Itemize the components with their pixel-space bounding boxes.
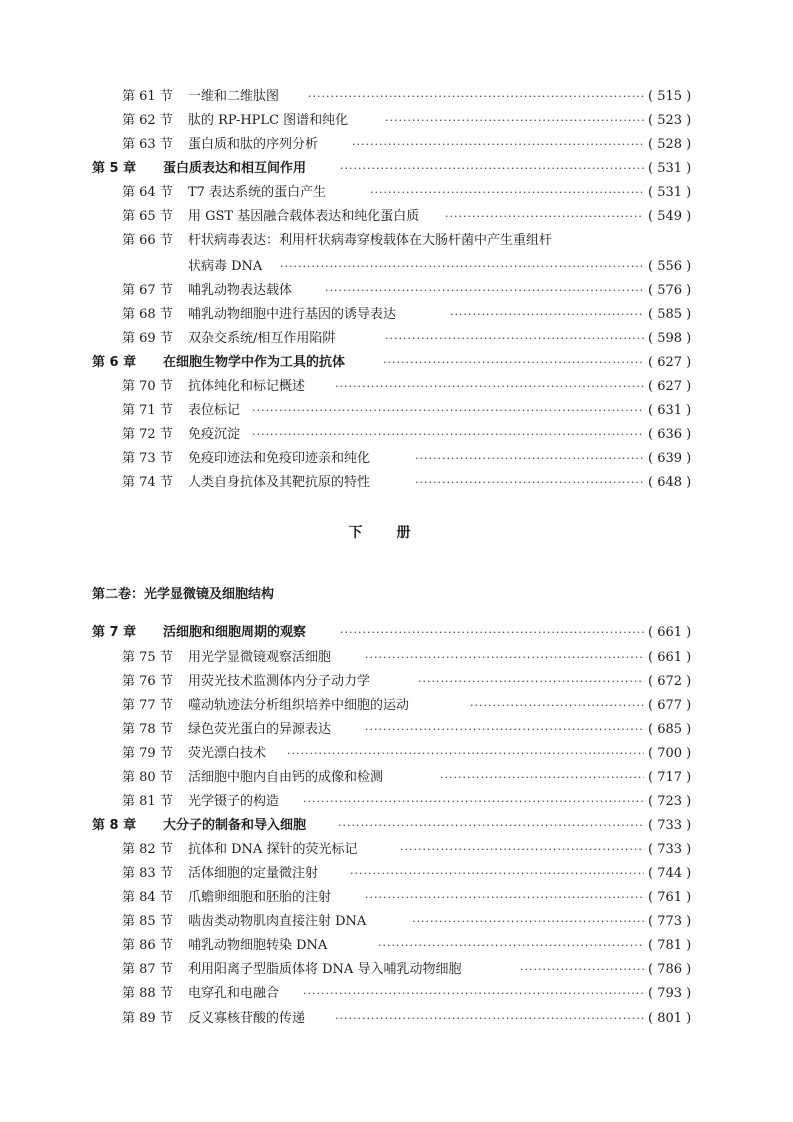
page-number: ( 717 ): [648, 770, 692, 785]
dot-leader: [383, 353, 644, 373]
dot-leader: [370, 183, 644, 203]
dot-leader: [418, 672, 644, 692]
toc-section-entry[interactable]: [0, 473, 793, 493]
toc-section-entry[interactable]: [0, 281, 793, 301]
entry-number: 第 77 节: [122, 698, 173, 713]
toc-section-entry[interactable]: [0, 257, 793, 277]
entry-title: 蛋白质表达和相互间作用: [163, 161, 307, 176]
dot-leader: [350, 864, 644, 884]
toc-section-entry[interactable]: [0, 672, 793, 692]
entry-number: 第 89 节: [122, 1011, 173, 1026]
dot-leader: [287, 744, 644, 764]
page-number: ( 685 ): [648, 722, 692, 737]
toc-section-entry[interactable]: [0, 864, 793, 884]
page-number: ( 515 ): [648, 89, 692, 104]
entry-title: 人类自身抗体及其靶抗原的特性: [188, 475, 371, 490]
page-number: ( 648 ): [648, 475, 692, 490]
page-number: ( 576 ): [648, 283, 692, 298]
dot-leader: [252, 425, 644, 445]
page-number: ( 661 ): [648, 650, 692, 665]
entry-number: 第 73 节: [122, 451, 173, 466]
entry-title: 抗体和 DNA 探针的荧光标记: [188, 842, 358, 857]
entry-number: 第 67 节: [122, 283, 173, 298]
dot-leader: [365, 648, 644, 668]
page-number: ( 556 ): [648, 259, 692, 274]
toc-section-entry[interactable]: [0, 936, 793, 956]
page-number: ( 531 ): [648, 185, 692, 200]
dot-leader: [325, 281, 644, 301]
dot-leader: [340, 159, 644, 179]
entry-number: 第 69 节: [122, 331, 173, 346]
entry-number: 第 88 节: [122, 986, 173, 1001]
toc-chapter-entry[interactable]: [0, 623, 793, 643]
toc-section-entry[interactable]: [0, 329, 793, 349]
entry-title: 活细胞中胞内自由钙的成像和检测: [188, 770, 384, 785]
entry-number: 第 80 节: [122, 770, 173, 785]
entry-title: 状病毒 DNA: [188, 259, 263, 274]
dot-leader: [445, 207, 644, 227]
dot-leader: [303, 792, 644, 812]
page-number: ( 585 ): [648, 307, 692, 322]
toc-section-entry[interactable]: [0, 696, 793, 716]
entry-title: 杆状病毒表达：利用杆状病毒穿梭载体在大肠杆菌中产生重组杆: [188, 233, 553, 248]
entry-title: 用光学显微镜观察活细胞: [188, 650, 332, 665]
entry-title: 活细胞和细胞周期的观察: [163, 625, 307, 640]
page-number: ( 801 ): [648, 1011, 692, 1026]
toc-chapter-entry[interactable]: [0, 159, 793, 179]
entry-number: 第 62 节: [122, 113, 173, 128]
toc-chapter-entry[interactable]: [0, 816, 793, 836]
toc-section-entry[interactable]: [0, 1009, 793, 1029]
dot-leader: [365, 720, 644, 740]
dot-leader: [303, 984, 644, 1004]
entry-title: 反义寡核苷酸的传递: [188, 1011, 306, 1026]
page-number: ( 523 ): [648, 113, 692, 128]
entry-number: 第 78 节: [122, 722, 173, 737]
entry-number: 第 82 节: [122, 842, 173, 857]
entry-number: 第 68 节: [122, 307, 173, 322]
entry-number: 第 75 节: [122, 650, 173, 665]
entry-title: 蛋白质和肽的序列分析: [188, 137, 319, 152]
toc-section-entry[interactable]: [0, 207, 793, 227]
page-number: ( 639 ): [648, 451, 692, 466]
entry-title: 光学镊子的构造: [188, 794, 280, 809]
toc-section-entry[interactable]: [0, 768, 793, 788]
page-number: ( 793 ): [648, 986, 692, 1001]
entry-title: 爪蟾卵细胞和胚胎的注射: [188, 890, 332, 905]
toc-section-entry[interactable]: [0, 231, 793, 251]
toc-section-entry[interactable]: [0, 984, 793, 1004]
entry-title: 在细胞生物学中作为工具的抗体: [163, 355, 346, 370]
entry-number: 第 81 节: [122, 794, 173, 809]
page-number: ( 627 ): [648, 379, 692, 394]
dot-leader: [335, 377, 644, 397]
entry-number: 第 79 节: [122, 746, 173, 761]
toc-section-entry[interactable]: [0, 912, 793, 932]
dot-leader: [365, 888, 644, 908]
entry-title: T7 表达系统的蛋白产生: [188, 185, 327, 200]
entry-title: 用荧光技术监测体内分子动力学: [188, 674, 371, 689]
page-number: ( 723 ): [648, 794, 692, 809]
entry-number: 第 74 节: [122, 475, 173, 490]
entry-number: 第 65 节: [122, 209, 173, 224]
entry-title: 一维和二维肽图: [188, 89, 280, 104]
part-title: 第二卷：光学显微镜及细胞结构: [92, 587, 275, 602]
page-number: ( 733 ): [648, 818, 692, 833]
dot-leader: [252, 401, 644, 421]
volume-title: 下册: [348, 525, 445, 541]
page-number: ( 528 ): [648, 137, 692, 152]
entry-number: 第 61 节: [122, 89, 173, 104]
entry-number: 第 6 章: [92, 355, 137, 370]
toc-section-entry[interactable]: [0, 792, 793, 812]
entry-title: 活体细胞的定量微注射: [188, 866, 319, 881]
dot-leader: [400, 840, 644, 860]
toc-chapter-entry[interactable]: [0, 353, 793, 373]
dot-leader: [385, 111, 644, 131]
toc-section-entry[interactable]: [0, 111, 793, 131]
dot-leader: [335, 1009, 644, 1029]
entry-title: 用 GST 基因融合载体表达和纯化蛋白质: [188, 209, 420, 224]
toc-section-entry[interactable]: [0, 888, 793, 908]
entry-number: 第 84 节: [122, 890, 173, 905]
entry-number: 第 76 节: [122, 674, 173, 689]
dot-leader: [415, 473, 644, 493]
entry-title: 抗体纯化和标记概述: [188, 379, 306, 394]
entry-number: 第 7 章: [92, 625, 137, 640]
entry-title: 免疫沉淀: [188, 427, 241, 442]
entry-title: 哺乳动物细胞转染 DNA: [188, 938, 328, 953]
entry-title: 啮齿类动物肌肉直接注射 DNA: [188, 914, 367, 929]
toc-section-entry[interactable]: [0, 305, 793, 325]
dot-leader: [470, 696, 644, 716]
entry-title: 绿色荧光蛋白的异源表达: [188, 722, 332, 737]
toc-section-entry[interactable]: [0, 960, 793, 980]
page-number: ( 661 ): [648, 625, 692, 640]
page-number: ( 677 ): [648, 698, 692, 713]
page-number: ( 598 ): [648, 331, 692, 346]
entry-number: 第 71 节: [122, 403, 173, 418]
dot-leader: [385, 329, 644, 349]
page-number: ( 531 ): [648, 161, 692, 176]
dot-leader: [440, 768, 644, 788]
entry-number: 第 63 节: [122, 137, 173, 152]
dot-leader: [520, 960, 644, 980]
entry-title: 大分子的制备和导入细胞: [163, 818, 307, 833]
entry-number: 第 87 节: [122, 962, 173, 977]
dot-leader: [412, 912, 644, 932]
entry-number: 第 8 章: [92, 818, 137, 833]
entry-number: 第 83 节: [122, 866, 173, 881]
toc-section-entry[interactable]: [0, 183, 793, 203]
dot-leader: [340, 623, 644, 643]
toc-section-entry[interactable]: [0, 744, 793, 764]
entry-number: 第 85 节: [122, 914, 173, 929]
entry-number: 第 72 节: [122, 427, 173, 442]
entry-title: 荧光漂白技术: [188, 746, 267, 761]
entry-title: 肽的 RP-HPLC 图谱和纯化: [188, 113, 349, 128]
dot-leader: [280, 257, 644, 277]
toc-section-entry[interactable]: [0, 720, 793, 740]
dot-leader: [415, 449, 644, 469]
entry-number: 第 5 章: [92, 161, 137, 176]
toc-section-entry[interactable]: [0, 401, 793, 421]
page-number: ( 549 ): [648, 209, 692, 224]
dot-leader: [352, 135, 644, 155]
entry-title: 双杂交系统/相互作用陷阱: [188, 331, 336, 346]
dot-leader: [338, 816, 644, 836]
entry-title: 电穿孔和电融合: [188, 986, 280, 1001]
entry-title: 哺乳动物细胞中进行基因的诱导表达: [188, 307, 397, 322]
toc-section-entry[interactable]: [0, 449, 793, 469]
entry-title: 免疫印迹法和免疫印迹亲和纯化: [188, 451, 371, 466]
page-number: ( 773 ): [648, 914, 692, 929]
page-number: ( 631 ): [648, 403, 692, 418]
toc-section-entry[interactable]: [0, 377, 793, 397]
dot-leader: [378, 936, 644, 956]
page-number: ( 627 ): [648, 355, 692, 370]
toc-section-entry[interactable]: [0, 840, 793, 860]
page-number: ( 733 ): [648, 842, 692, 857]
page-number: ( 786 ): [648, 962, 692, 977]
toc-section-entry[interactable]: [0, 648, 793, 668]
entry-title: 哺乳动物表达载体: [188, 283, 293, 298]
entry-number: 第 70 节: [122, 379, 173, 394]
toc-section-entry[interactable]: [0, 87, 793, 107]
page-number: ( 781 ): [648, 938, 692, 953]
entry-title: 噬动轨迹法分析组织培养中细胞的运动: [188, 698, 410, 713]
entry-title: 利用阳离子型脂质体将 DNA 导入哺乳动物细胞: [188, 962, 462, 977]
entry-title: 表位标记: [188, 403, 241, 418]
toc-section-entry[interactable]: [0, 135, 793, 155]
page-number: ( 672 ): [648, 674, 692, 689]
page-number: ( 700 ): [648, 746, 692, 761]
dot-leader: [450, 305, 644, 325]
page-number: ( 636 ): [648, 427, 692, 442]
entry-number: 第 64 节: [122, 185, 173, 200]
page-number: ( 761 ): [648, 890, 692, 905]
dot-leader: [308, 87, 644, 107]
page-number: ( 744 ): [648, 866, 692, 881]
entry-number: 第 66 节: [122, 233, 173, 248]
toc-section-entry[interactable]: [0, 425, 793, 445]
entry-number: 第 86 节: [122, 938, 173, 953]
